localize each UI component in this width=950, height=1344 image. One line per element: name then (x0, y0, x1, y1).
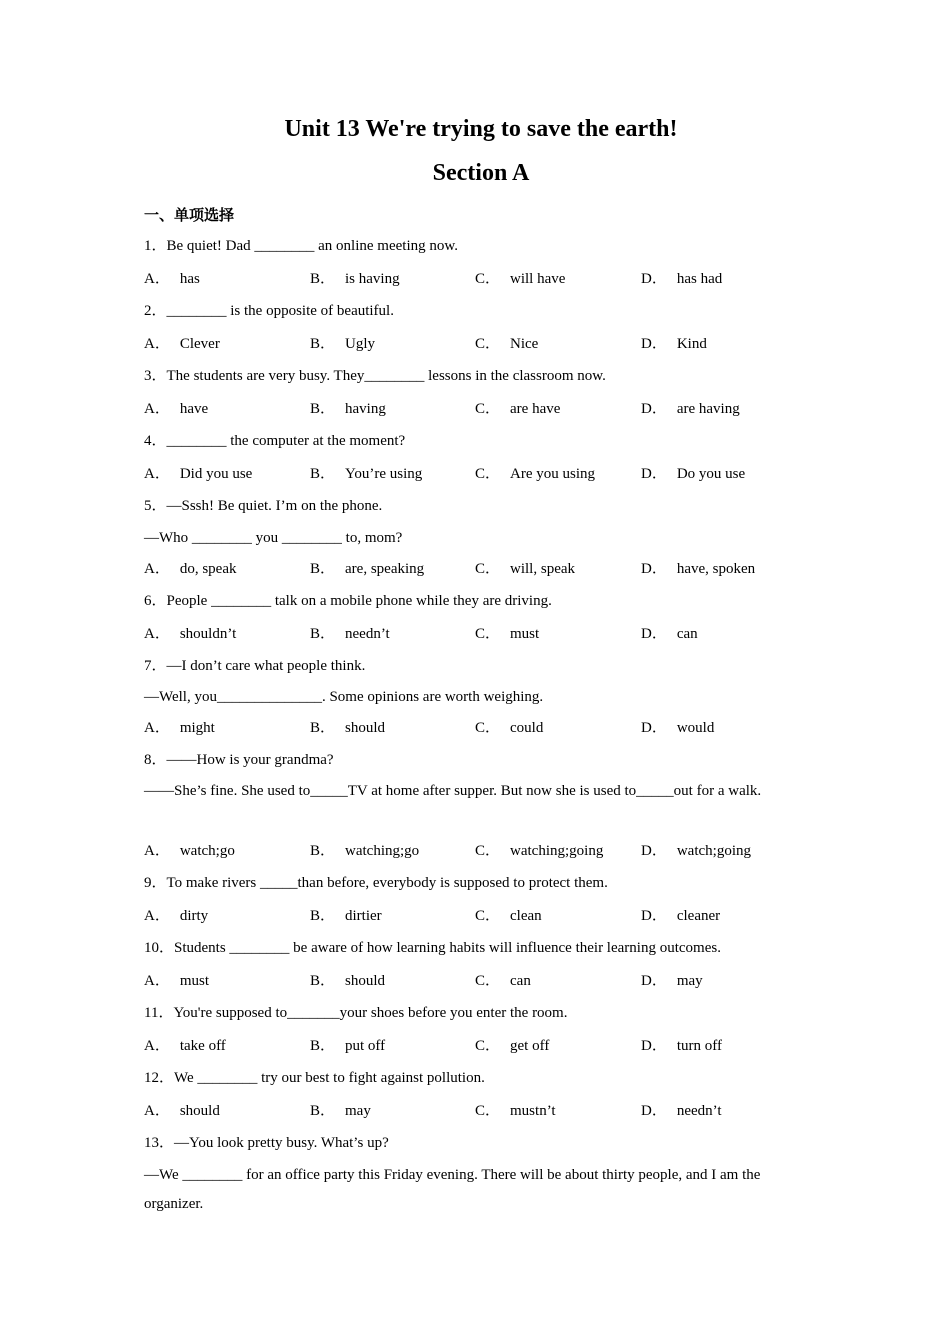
option-d[interactable]: D． has had (641, 271, 723, 287)
options-7 (144, 717, 804, 739)
option-a[interactable]: A． should (144, 1103, 220, 1119)
question-8-line-2: ——She’s fine. She used to_____TV at home after supper. But now she is used to_____out for a walk. (144, 783, 762, 799)
option-d[interactable]: D． would (641, 720, 715, 736)
option-b[interactable]: B． dirtier (310, 908, 382, 924)
option-a[interactable]: A． take off (144, 1038, 226, 1054)
options-2 (144, 333, 804, 355)
option-b[interactable]: B． are, speaking (310, 561, 425, 577)
option-c[interactable]: C． must (475, 626, 540, 642)
question-1: 1．Be quiet! Dad ________ an online meeting now. (144, 238, 458, 254)
question-2: 2．________ is the opposite of beautiful. (144, 303, 394, 319)
option-d[interactable]: D． turn off (641, 1038, 722, 1054)
options-1 (144, 268, 804, 290)
option-b[interactable]: B． should (310, 973, 386, 989)
question-12: 12．We ________ try our best to fight against pollution. (144, 1070, 485, 1086)
option-b[interactable]: B． Ugly (310, 336, 376, 352)
option-a[interactable]: A． might (144, 720, 215, 736)
option-b[interactable]: B． You’re using (310, 466, 423, 482)
question-3: 3．The students are very busy. They________ lessons in the classroom now. (144, 368, 606, 384)
options-11 (144, 1035, 804, 1057)
option-a[interactable]: A． Clever (144, 336, 220, 352)
option-d[interactable]: D． are having (641, 401, 740, 417)
question-7-line-2: —Well, you______________. Some opinions are worth weighing. (144, 689, 544, 705)
option-d[interactable]: D． Do you use (641, 466, 746, 482)
option-c[interactable]: C． Are you using (475, 466, 596, 482)
option-c[interactable]: C． will have (475, 271, 566, 287)
option-d[interactable]: D． have, spoken (641, 561, 756, 577)
option-b[interactable]: B． watching;go (310, 843, 420, 859)
question-11: 11．You're supposed to_______your shoes before you enter the room. (144, 1005, 568, 1021)
option-a[interactable]: A． have (144, 401, 209, 417)
option-b[interactable]: B． should (310, 720, 386, 736)
question-9: 9．To make rivers _____than before, everybody is supposed to protect them. (144, 875, 608, 891)
option-b[interactable]: B． put off (310, 1038, 386, 1054)
option-a[interactable]: A． must (144, 973, 210, 989)
option-b[interactable]: B． is having (310, 271, 400, 287)
option-c[interactable]: C． can (475, 973, 531, 989)
question-4: 4．________ the computer at the moment? (144, 433, 406, 449)
option-d[interactable]: D． cleaner (641, 908, 721, 924)
options-8 (144, 840, 804, 862)
option-c[interactable]: C． clean (475, 908, 542, 924)
question-13: 13．—You look pretty busy. What’s up? (144, 1135, 389, 1151)
question-13-line-2: —We ________ for an office party this Friday evening. There will be about thirty people, and I am the organizer. (144, 1167, 761, 1212)
question-8: 8．——How is your grandma? (144, 752, 334, 768)
options-9 (144, 905, 804, 927)
option-c[interactable]: C． will, speak (475, 561, 576, 577)
unit-title: Unit 13 We're trying to save the earth! (284, 116, 678, 142)
question-5-line-2: —Who ________ you ________ to, mom? (144, 530, 403, 546)
question-6: 6．People ________ talk on a mobile phone while they are driving. (144, 593, 552, 609)
options-4 (144, 463, 804, 485)
option-a[interactable]: A． do, speak (144, 561, 237, 577)
option-a[interactable]: A． dirty (144, 908, 209, 924)
option-a[interactable]: A． Did you use (144, 466, 253, 482)
section-title: Section A (432, 160, 530, 186)
option-c[interactable]: C． mustn’t (475, 1103, 556, 1119)
option-c[interactable]: C． Nice (475, 336, 539, 352)
option-c[interactable]: C． get off (475, 1038, 550, 1054)
question-7: 7．—I don’t care what people think. (144, 658, 366, 674)
option-b[interactable]: B． may (310, 1103, 371, 1119)
option-c[interactable]: C． watching;going (475, 843, 604, 859)
option-d[interactable]: D． Kind (641, 336, 707, 352)
option-b[interactable]: B． having (310, 401, 386, 417)
option-a[interactable]: A． shouldn’t (144, 626, 237, 642)
question-10: 10．Students ________ be aware of how learning habits will influence their learning outcomes. (144, 940, 721, 956)
section-heading: 一、单项选择 (144, 206, 235, 224)
option-a[interactable]: A． has (144, 271, 200, 287)
options-5 (144, 558, 804, 580)
options-10 (144, 970, 804, 992)
option-d[interactable]: D． can (641, 626, 698, 642)
option-d[interactable]: D． may (641, 973, 703, 989)
options-12 (144, 1100, 804, 1122)
option-c[interactable]: C． are have (475, 401, 561, 417)
option-d[interactable]: D． watch;going (641, 843, 751, 859)
question-5: 5．—Sssh! Be quiet. I’m on the phone. (144, 498, 383, 514)
option-b[interactable]: B． needn’t (310, 626, 390, 642)
option-d[interactable]: D． needn’t (641, 1103, 722, 1119)
option-c[interactable]: C． could (475, 720, 544, 736)
options-3 (144, 398, 804, 420)
option-a[interactable]: A． watch;go (144, 843, 235, 859)
options-6 (144, 623, 804, 645)
